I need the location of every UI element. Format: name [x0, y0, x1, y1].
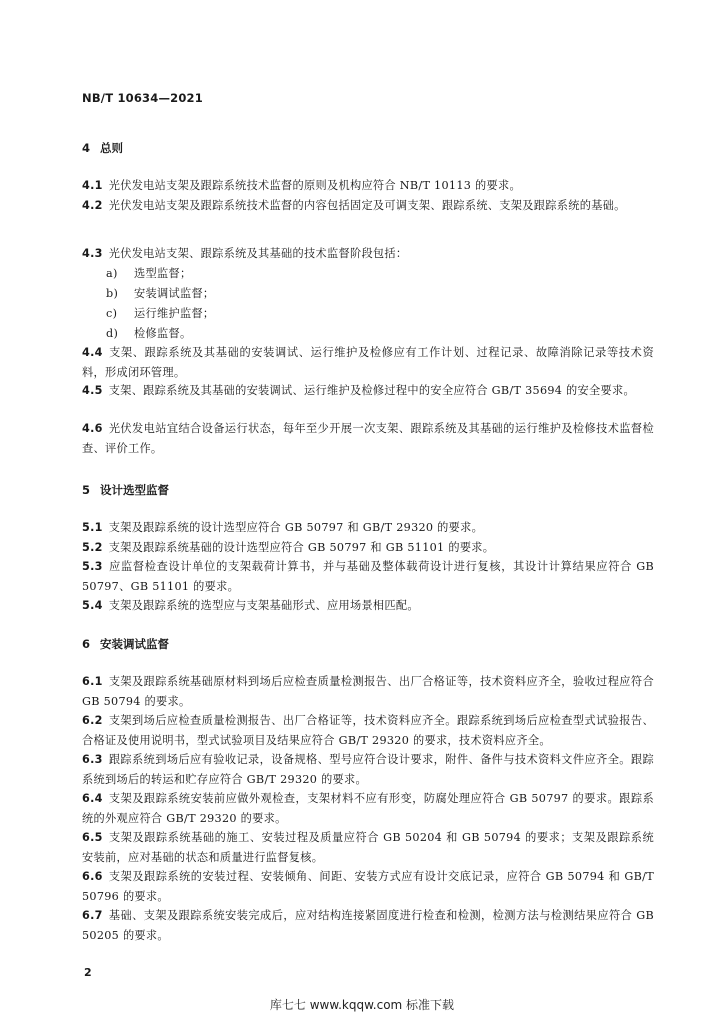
clause-6-5: [82, 828, 654, 868]
list-label: a): [106, 267, 118, 280]
clause-text: 光伏发电站支架及跟踪系统技术监督的内容包括固定及可调支架、跟踪系统、支架及跟踪系统的基础。: [108, 199, 626, 212]
clause-text: 应监督检查设计单位的支架载荷计算书，并与基础及整体载荷设计进行复核，其设计计算结果应符合 GB 50797、GB 51101 的要求。: [82, 560, 654, 593]
clause-number: 6.5: [82, 831, 103, 844]
clause-text: 基础、支架及跟踪系统安装完成后，应对结构连接紧固度进行检查和检测，检测方法与检测结果应符合 GB 50205 的要求。: [82, 909, 654, 942]
clause-number: 6.3: [82, 753, 103, 766]
page-number: 2: [84, 966, 92, 979]
clause-number: 5.4: [82, 599, 103, 612]
clause-number: 5.3: [82, 560, 103, 573]
clause-number: 5.1: [82, 521, 103, 534]
clause-number: 4.6: [82, 422, 103, 435]
clause-5-4: [82, 596, 654, 616]
list-item: [106, 304, 214, 324]
clause-6-1: [82, 672, 654, 712]
section-title: 总则: [100, 141, 123, 155]
clause-text: 跟踪系统到场后应有验收记录，设备规格、型号应符合设计要求，附件、备件与技术资料文件应齐全。跟踪系统到场后的转运和贮存应符合 GB/T 29320 的要求。: [82, 753, 654, 786]
clause-text: 支架及跟踪系统的选型应与支架基础形式、应用场景相匹配。: [108, 599, 419, 612]
clause-5-3: [82, 557, 654, 597]
clause-text: 光伏发电站支架及跟踪系统技术监督的原则及机构应符合 NB/T 10113 的要求。: [108, 179, 521, 192]
clause-4-6: [82, 419, 654, 459]
clause-text: 光伏发电站宜结合设备运行状态，每年至少开展一次支架、跟踪系统及其基础的运行维护及检修技术监督检查、评价工作。: [82, 422, 654, 455]
clause-text: 支架及跟踪系统安装前应做外观检查，支架材料不应有形变，防腐处理应符合 GB 50797 的要求。跟踪系统的外观应符合 GB/T 29320 的要求。: [82, 792, 654, 825]
section-6-heading: [82, 636, 169, 652]
list-label: b): [106, 287, 119, 300]
clause-6-3: [82, 750, 654, 790]
clause-6-4: [82, 789, 654, 829]
clause-number: 6.1: [82, 675, 103, 688]
clause-number: 4.1: [82, 179, 103, 192]
list-label: d): [106, 327, 119, 340]
clause-5-2: [82, 538, 654, 558]
clause-number: 4.3: [82, 247, 103, 260]
clause-4-1: [82, 176, 654, 196]
list-text: 运行维护监督；: [134, 307, 215, 320]
clause-text: 支架及跟踪系统基础的施工、安装过程及质量应符合 GB 50204 和 GB 50794 的要求；支架及跟踪系统安装前，应对基础的状态和质量进行监督复核。: [82, 831, 654, 864]
clause-4-4: [82, 343, 654, 383]
section-4-heading: [82, 140, 123, 156]
clause-text: 支架、跟踪系统及其基础的安装调试、运行维护及检修应有工作计划、过程记录、故障消除记录等技术资料，形成闭环管理。: [82, 346, 654, 379]
clause-5-1: [82, 518, 654, 538]
clause-4-2: [82, 196, 654, 216]
clause-text: 支架及跟踪系统的设计选型应符合 GB 50797 和 GB/T 29320 的要求。: [108, 521, 484, 534]
clause-6-6: [82, 867, 654, 907]
clause-number: 4.5: [82, 384, 103, 397]
section-5-heading: [82, 482, 169, 498]
clause-text: 支架及跟踪系统基础的设计选型应符合 GB 50797 和 GB 51101 的要求。: [108, 541, 495, 554]
document-id: NB/T 10634—2021: [82, 91, 203, 105]
list-item: [106, 324, 191, 344]
clause-6-7: [82, 906, 654, 946]
clause-number: 4.2: [82, 199, 103, 212]
clause-text: 支架及跟踪系统基础原材料到场后应检查质量检测报告、出厂合格证等，技术资料应齐全，验收过程应符合 GB 50794 的要求。: [82, 675, 654, 708]
list-item: [106, 264, 191, 284]
clause-4-5: [82, 381, 654, 401]
section-number: 4: [82, 141, 91, 155]
watermark-footer: 库七七 www.kqqw.com 标准下载: [269, 998, 455, 1012]
clause-number: 6.7: [82, 909, 103, 922]
clause-6-2: [82, 711, 654, 751]
list-item: [106, 284, 214, 304]
clause-number: 4.4: [82, 346, 103, 359]
clause-number: 6.2: [82, 714, 103, 727]
clause-text: 支架到场后应检查质量检测报告、出厂合格证等，技术资料应齐全。跟踪系统到场后应检查型式试验报告、合格证及使用说明书，型式试验项目及结果应符合 GB/T 29320 的要求，技术资料应齐全。: [82, 714, 654, 747]
section-title: 设计选型监督: [100, 483, 169, 497]
list-text: 检修监督。: [134, 327, 192, 340]
section-title: 安装调试监督: [100, 637, 169, 651]
clause-4-3: [82, 244, 654, 264]
list-text: 选型监督；: [134, 267, 192, 280]
list-text: 安装调试监督；: [134, 287, 215, 300]
clause-text: 支架及跟踪系统的安装过程、安装倾角、间距、安装方式应有设计交底记录，应符合 GB 50794 和 GB/T 50796 的要求。: [82, 870, 654, 903]
clause-number: 6.4: [82, 792, 103, 805]
clause-number: 5.2: [82, 541, 103, 554]
section-number: 6: [82, 637, 91, 651]
list-label: c): [106, 307, 118, 320]
section-number: 5: [82, 483, 91, 497]
clause-text: 支架、跟踪系统及其基础的安装调试、运行维护及检修过程中的安全应符合 GB/T 35694 的安全要求。: [108, 384, 635, 397]
clause-number: 6.6: [82, 870, 103, 883]
clause-text: 光伏发电站支架、跟踪系统及其基础的技术监督阶段包括：: [108, 247, 408, 260]
